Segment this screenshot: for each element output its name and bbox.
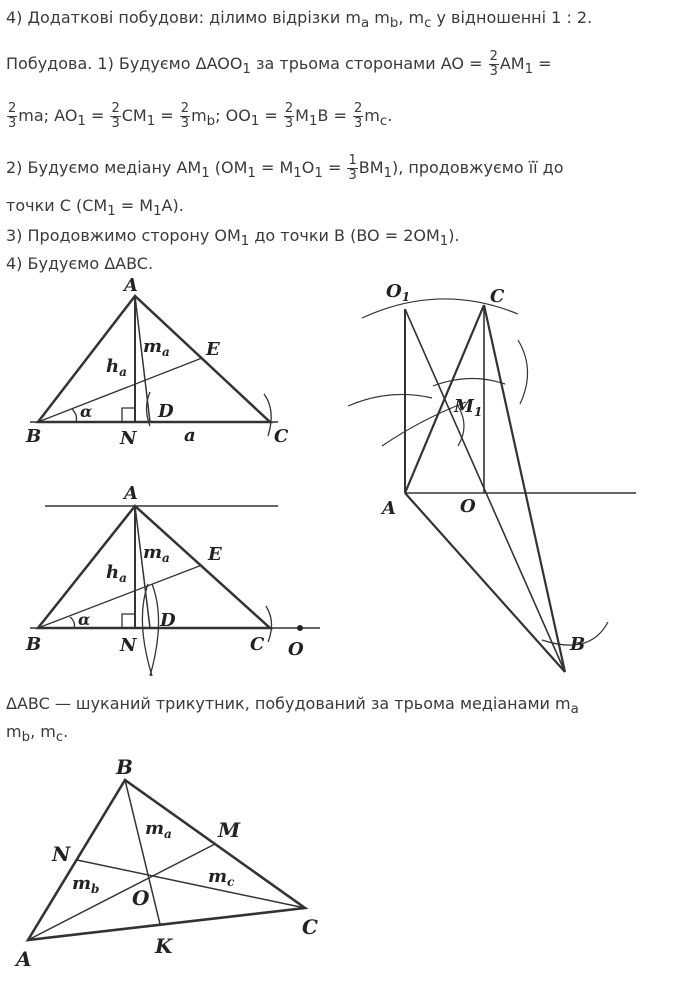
fraction: $\frac{2}{3}$ <box>354 101 363 131</box>
fig4-label-A: A <box>16 947 32 971</box>
text-line-4: 2) Будуємо медіану $AM_1$ ($OM_1 = M_1O_1$ = $\frac{1}{3}$ $BM_1$), продовжуємо її до <box>6 153 564 183</box>
fig1-label-B: B <box>26 426 42 447</box>
fig1-label-ma: $m_a$ <box>143 336 170 359</box>
text-line-9: $m_b$, $m_c$. <box>6 722 69 746</box>
fig2-label-A: A <box>124 483 138 504</box>
fig3-label-B: B <box>570 634 586 655</box>
text-line-3: $\frac{2}{3}$ ma; $AO_1$ = $\frac{2}{3}$ $CM_1$ = $\frac{2}{3}$ $m_b$; $OO_1$ = $\frac{2}{3}$ $M_1B$ = $\frac{2}{3}$ $m_c$. <box>8 101 393 131</box>
fraction: $\frac{2}{3}$ <box>489 49 498 79</box>
fig2-label-N: N <box>120 635 137 656</box>
fig4-label-C: C <box>302 915 318 939</box>
fig1-label-E: E <box>206 339 220 360</box>
fig2-label-O: O <box>288 639 304 660</box>
fig2-label-ha: $h_a$ <box>106 562 127 585</box>
text-line-5: точки C $(CM_1 = M_1A)$. <box>6 196 184 220</box>
fraction: $\frac{2}{3}$ <box>284 101 294 131</box>
fig2-label-ma: $m_a$ <box>143 542 170 565</box>
fig2-label-D: D <box>160 610 176 631</box>
fig1-label-alpha: α <box>80 402 93 421</box>
fig4-label-ma: $m_a$ <box>145 818 172 841</box>
fig4-label-K: K <box>155 934 173 958</box>
fig1-label-a: a <box>184 425 196 446</box>
fig3-label-O: O <box>460 496 476 517</box>
fig3-label-O1: $O_1$ <box>386 281 411 304</box>
fig4-label-N: N <box>52 842 71 866</box>
fig1-label-ha: $h_a$ <box>106 356 127 379</box>
fig4-label-B: B <box>116 755 133 779</box>
figure-2-triangle <box>25 483 320 676</box>
figure-4-medians-triangle <box>14 755 318 971</box>
fig1-label-D: D <box>158 401 174 422</box>
fig3-label-M1: $M_1$ <box>454 396 483 419</box>
fig2-label-C: C <box>250 634 265 655</box>
fraction: $\frac{2}{3}$ <box>180 101 190 131</box>
fraction: $\frac{2}{3}$ <box>8 101 17 131</box>
fig4-label-O: O <box>132 886 150 910</box>
fraction: $\frac{2}{3}$ <box>111 101 120 131</box>
fig2-label-E: E <box>208 544 222 565</box>
fig2-point-O <box>297 625 303 631</box>
fig1-label-N: N <box>120 428 137 449</box>
text-line-6: 3) Продовжимо сторону $OM_1$ до точки B $(BO = 2OM_1)$. <box>6 226 460 250</box>
text-line-8: ΔABC — шуканий трикутник, побудований за трьома медіанами $m_a$ <box>6 694 579 718</box>
text-line-7: 4) Будуємо ΔABC. <box>6 254 154 273</box>
fig4-label-M: M <box>218 818 241 842</box>
text-line-1: 4) Додаткові побудови: ділимо відрізки $m_a$ $m_b$, $m_c$ у відношенні 1 : 2. <box>6 8 593 32</box>
fig3-label-C: C <box>490 286 505 307</box>
fig2-label-B: B <box>26 634 42 655</box>
figure-3-construction <box>348 281 636 672</box>
fig1-label-A: A <box>124 275 138 296</box>
fig4-label-mc: $m_c$ <box>208 866 235 889</box>
figure-1-triangle <box>25 275 289 449</box>
fig4-label-mb: $m_b$ <box>72 873 100 896</box>
fig2-label-alpha: α <box>78 610 91 629</box>
text-line-2: Побудова. 1) Будуємо $\Delta AOO_1$ за трьома сторонами AO = $\frac{2}{3}$ $AM_1$ = <box>6 49 552 79</box>
fig3-label-A: A <box>382 498 396 519</box>
fraction: $\frac{1}{3}$ <box>348 153 357 183</box>
fig1-label-C: C <box>274 426 289 447</box>
